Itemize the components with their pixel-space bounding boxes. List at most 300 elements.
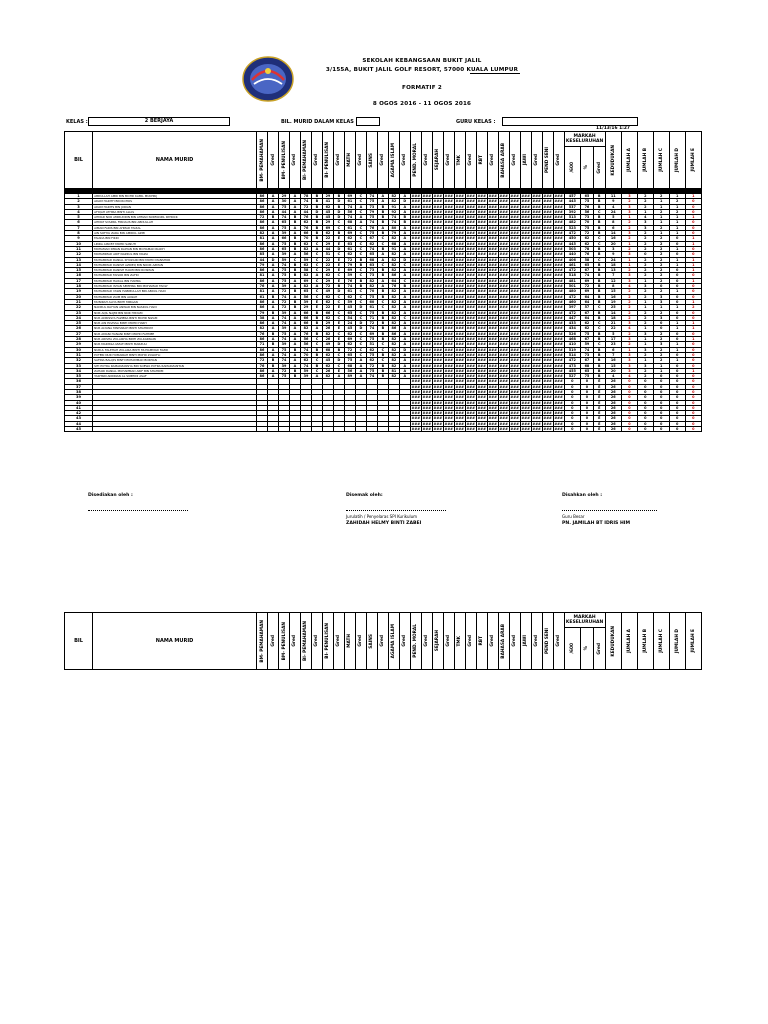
repeat-table-head <box>65 613 702 670</box>
grade-cell: ### <box>532 421 541 426</box>
percent-cell: 0 <box>581 395 594 400</box>
mark-cell: ### <box>477 220 486 225</box>
mark-cell: ### <box>521 289 530 294</box>
overall-grade-cell: B <box>593 204 605 209</box>
grade-cell: ### <box>444 225 454 230</box>
grade-cell: ### <box>488 326 497 331</box>
mark-cell: ### <box>477 342 486 347</box>
position-cell: 15 <box>605 289 621 294</box>
mark-cell: ### <box>411 268 421 273</box>
grade-cell: ### <box>488 236 497 241</box>
mark-cell: ### <box>411 421 421 426</box>
jumlah-cell: 2 <box>637 352 653 357</box>
jumlah-cell: 0 <box>621 421 637 426</box>
total-cell: 0 <box>564 405 580 410</box>
percent-cell: 64 <box>581 315 594 320</box>
position-cell: 16 <box>605 236 621 241</box>
mark-cell: ### <box>521 310 530 315</box>
percent-cell: 64 <box>581 294 594 299</box>
mark-cell: ### <box>477 225 486 230</box>
grade-cell: A <box>399 204 410 209</box>
mark-cell: 86 <box>257 199 268 204</box>
grade-cell: C <box>377 241 388 246</box>
mark-cell: ### <box>433 246 443 251</box>
mark-cell: 68 <box>366 257 377 262</box>
grade-cell: ### <box>532 294 541 299</box>
percent-header <box>581 628 594 670</box>
mark-cell: ### <box>499 405 508 410</box>
gred-header-label: Gred <box>380 154 386 166</box>
overall-grade-cell: E <box>593 427 605 432</box>
mark-cell: 63 <box>344 241 355 246</box>
grade-cell: C <box>311 268 322 273</box>
grade-cell: ### <box>488 400 497 405</box>
mark-cell: 68 <box>344 363 355 368</box>
grade-cell: A <box>268 231 279 236</box>
grade-cell: A <box>290 310 301 315</box>
jumlah-header-label: JUMLAH E <box>690 629 696 653</box>
mark-cell: ### <box>499 257 508 262</box>
mark-cell: ### <box>521 411 530 416</box>
mark-cell: 54 <box>344 315 355 320</box>
row-number: 22 <box>65 305 93 310</box>
mark-cell: 68 <box>322 347 333 352</box>
mark-cell: ### <box>521 352 530 357</box>
bil-murid-value <box>356 117 380 126</box>
mark-cell: 76 <box>257 284 268 289</box>
position-cell: 9 <box>605 252 621 257</box>
grade-cell: A <box>290 363 301 368</box>
jumlah-cell: 2 <box>637 310 653 315</box>
grade-cell: ### <box>554 315 563 320</box>
subject-header <box>520 613 531 670</box>
mark-cell: 81 <box>388 368 399 373</box>
grade-cell: ### <box>532 427 541 432</box>
mark-cell: 82 <box>322 374 333 379</box>
grade-cell: ### <box>510 363 519 368</box>
grade-cell: B <box>333 204 344 209</box>
mark-cell: 72 <box>257 358 268 363</box>
grade-cell: ### <box>422 331 432 336</box>
mark-cell: 86 <box>257 204 268 209</box>
grade-cell: ### <box>488 220 497 225</box>
mark-cell: 26 <box>322 337 333 342</box>
row-number: 15 <box>65 268 93 273</box>
grade-cell: ### <box>510 199 519 204</box>
jumlah-header <box>685 613 701 670</box>
mark-cell: ### <box>433 236 443 241</box>
position-cell: 19 <box>605 299 621 304</box>
mark-cell: ### <box>477 257 486 262</box>
position-cell: 26 <box>605 400 621 405</box>
mark-cell: 26 <box>322 368 333 373</box>
grade-cell: ### <box>554 384 563 389</box>
mark-cell: ### <box>433 337 443 342</box>
jumlah-cell: 0 <box>685 294 701 299</box>
mark-cell: ### <box>411 284 421 289</box>
grade-cell: C <box>311 252 322 257</box>
position-cell: 26 <box>605 421 621 426</box>
mark-cell: ### <box>499 395 508 400</box>
position-cell: 13 <box>605 268 621 273</box>
position-cell: 7 <box>605 352 621 357</box>
grade-cell: A <box>399 310 410 315</box>
jumlah-cell: 1 <box>653 368 669 373</box>
mark-cell: ### <box>521 194 530 198</box>
subject-header-label: BAHASA ARAB <box>501 142 507 178</box>
mark-cell: 76 <box>388 284 399 289</box>
mark-cell: ### <box>499 384 508 389</box>
mark-cell: ### <box>455 337 465 342</box>
grade-cell: B <box>399 284 410 289</box>
grade-cell: ### <box>444 352 454 357</box>
grade-cell: A <box>399 246 410 251</box>
mark-cell: ### <box>499 427 508 432</box>
mark-cell: 70 <box>300 352 311 357</box>
grade-cell: ### <box>532 278 541 283</box>
grade-cell: ### <box>422 305 432 310</box>
jumlah-cell: 2 <box>621 342 637 347</box>
grade-cell: A <box>268 305 279 310</box>
grade-cell: B <box>311 215 322 220</box>
grade-cell: ### <box>510 389 519 394</box>
percent-cell: 0 <box>581 416 594 421</box>
jumlah-cell: 4 <box>637 215 653 220</box>
mark-cell: ### <box>499 209 508 214</box>
grade-cell: ### <box>422 395 432 400</box>
jumlah-cell: 3 <box>621 204 637 209</box>
overall-grade-cell: B <box>593 294 605 299</box>
mark-cell: 75 <box>279 268 290 273</box>
grade-cell: A <box>399 352 410 357</box>
mark-cell: 59 <box>344 299 355 304</box>
mark-cell: ### <box>433 363 443 368</box>
total-cell: 450 <box>564 236 580 241</box>
mark-cell: ### <box>433 231 443 236</box>
mark-cell: ### <box>477 299 486 304</box>
grade-cell: ### <box>554 337 563 342</box>
mark-cell: ### <box>543 395 552 400</box>
grade-cell: A <box>311 246 322 251</box>
grade-cell: B <box>377 337 388 342</box>
grade-cell: A <box>377 225 388 230</box>
mark-cell: ### <box>499 252 508 257</box>
grade-cell: C <box>355 236 366 241</box>
mark-cell: 75 <box>279 225 290 230</box>
mark-cell: 82 <box>257 231 268 236</box>
jumlah-cell: 0 <box>669 252 685 257</box>
grade-cell: D <box>333 246 344 251</box>
mark-cell: ### <box>521 331 530 336</box>
gred-header-label: Gred <box>424 635 430 647</box>
grade-cell: ### <box>532 342 541 347</box>
mark-cell <box>257 427 268 432</box>
mark-cell: 45 <box>322 209 333 214</box>
grade-cell: C <box>333 315 344 320</box>
mark-cell: 82 <box>366 278 377 283</box>
mark-cell <box>388 427 399 432</box>
mark-cell: ### <box>455 294 465 299</box>
grade-cell: B <box>377 220 388 225</box>
grade-cell: B <box>311 315 322 320</box>
grade-cell: B <box>268 310 279 315</box>
gred-header <box>465 613 476 670</box>
subject-header <box>542 132 553 189</box>
mark-cell: 22 <box>322 305 333 310</box>
percent-cell: 65 <box>581 194 594 199</box>
grade-cell: ### <box>488 337 497 342</box>
mark-cell: ### <box>455 326 465 331</box>
gred-header-label: Gred <box>534 154 540 166</box>
nama-header: NAMA MURID <box>93 613 257 670</box>
gred-header-label: Gred <box>468 154 474 166</box>
kedudukan-header-label: KEDUDUKAN <box>610 144 616 176</box>
jumlah-cell: 2 <box>637 268 653 273</box>
mark-cell: ### <box>521 337 530 342</box>
grade-cell: ### <box>488 358 497 363</box>
grade-cell: A <box>290 315 301 320</box>
jumlah-cell: 0 <box>653 326 669 331</box>
jumlah-cell: 0 <box>685 358 701 363</box>
grade-cell: A <box>290 278 301 283</box>
mark-cell: 74 <box>366 246 377 251</box>
mark-cell: ### <box>411 215 421 220</box>
mark-cell: ### <box>433 257 443 262</box>
row-number: 42 <box>65 411 93 416</box>
subject-header-label: BM- PEMAHAMAN <box>259 619 265 663</box>
mark-cell: ### <box>499 199 508 204</box>
grade-cell: ### <box>554 289 563 294</box>
gred-header <box>268 132 279 189</box>
overall-grade-cell: E <box>593 379 605 384</box>
gred-header <box>487 132 498 189</box>
mark-cell: ### <box>477 194 486 198</box>
grade-cell: D <box>355 326 366 331</box>
gred-header-label: Gred <box>424 154 430 166</box>
mark-cell: 86 <box>257 337 268 342</box>
grade-cell: ### <box>444 246 454 251</box>
mark-cell: 82 <box>388 337 399 342</box>
gred-header <box>443 132 454 189</box>
grade-cell: B <box>290 374 301 379</box>
mark-cell: ### <box>499 400 508 405</box>
jumlah-cell: 2 <box>653 337 669 342</box>
mark-cell: ### <box>543 246 552 251</box>
jumlah-cell: 1 <box>637 278 653 283</box>
row-number: 45 <box>65 427 93 432</box>
grade-cell: A <box>268 326 279 331</box>
grade-cell: A <box>268 374 279 379</box>
grade-cell: ### <box>554 305 563 310</box>
student-name: ZAHARI DANIAL MUHAMMAD ARIF BIN SHAHRIM <box>93 368 257 373</box>
jumlah-cell: 0 <box>685 252 701 257</box>
grade-cell: B <box>377 294 388 299</box>
mark-cell: 45 <box>344 305 355 310</box>
gred-header <box>333 613 344 670</box>
grade-cell: ### <box>488 246 497 251</box>
percent-cell: 0 <box>581 421 594 426</box>
grade-cell: B <box>377 321 388 326</box>
mark-cell: ### <box>499 268 508 273</box>
mark-cell: 49 <box>322 342 333 347</box>
subject-header-label: SAINS <box>369 152 375 168</box>
student-name: NUR ADRISSYA FAZIERA BINTI MOHD NIZAM <box>93 315 257 320</box>
grade-cell: ### <box>444 257 454 262</box>
grade-cell: ### <box>488 374 497 379</box>
mark-cell: ### <box>543 379 552 384</box>
grade-cell: ### <box>488 321 497 326</box>
jumlah-cell: 3 <box>621 231 637 236</box>
total-cell: 445 <box>564 199 580 204</box>
jumlah-cell: 1 <box>653 199 669 204</box>
mark-cell: ### <box>499 220 508 225</box>
jumlah-cell: 1 <box>669 231 685 236</box>
mark-cell: ### <box>543 352 552 357</box>
grade-cell: B <box>311 331 322 336</box>
mark-cell: ### <box>455 405 465 410</box>
grade-cell: B <box>377 315 388 320</box>
jumlah-header-label: JUMLAH C <box>658 629 664 653</box>
jumlah-cell: 3 <box>637 284 653 289</box>
jumlah-cell: 2 <box>653 331 669 336</box>
jumlah-cell: 0 <box>685 405 701 410</box>
grade-cell: B <box>268 294 279 299</box>
student-name: MUHAMMAD DANIAL KHUZAIRI BIN MOHD MANSHOR <box>93 257 257 262</box>
mark-cell: ### <box>433 310 443 315</box>
grade-cell: E <box>333 241 344 246</box>
mark-cell: 59 <box>344 273 355 278</box>
mark-cell: 76 <box>300 225 311 230</box>
mark-cell: 29 <box>322 194 333 199</box>
mark-cell: 44 <box>300 209 311 214</box>
mark-cell: 73 <box>366 273 377 278</box>
student-name: NOR AQIL NAJMI BIN NOR HISYAM <box>93 310 257 315</box>
grade-cell: A <box>399 363 410 368</box>
mark-cell: ### <box>521 405 530 410</box>
mark-cell: 64 <box>388 278 399 283</box>
subject-header-label: JAWI <box>523 635 529 647</box>
mark-cell: ### <box>543 294 552 299</box>
grade-cell: ### <box>488 384 497 389</box>
mark-cell: ### <box>411 262 421 267</box>
mark-cell: 45 <box>322 215 333 220</box>
mark-cell: ### <box>477 347 486 352</box>
grade-cell: ### <box>444 363 454 368</box>
jumlah-cell: 0 <box>685 220 701 225</box>
grade-cell: B <box>311 231 322 236</box>
grade-cell: C <box>355 268 366 273</box>
mark-cell: ### <box>521 231 530 236</box>
total-cell: 503 <box>564 246 580 251</box>
mark-cell: 75 <box>279 204 290 209</box>
jumlah-cell: 0 <box>685 411 701 416</box>
mark-cell: ### <box>455 368 465 373</box>
grade-cell: C <box>355 337 366 342</box>
row-number: 6 <box>65 220 93 225</box>
jumlah-cell: 3 <box>621 352 637 357</box>
mark-cell: ### <box>477 246 486 251</box>
mark-cell: ### <box>411 225 421 230</box>
grade-cell: ### <box>510 421 519 426</box>
row-number: 29 <box>65 342 93 347</box>
disemak-label: Disemak oleh: <box>346 493 383 498</box>
mark-cell: 45 <box>322 358 333 363</box>
mark-cell: ### <box>477 321 486 326</box>
grade-cell: ### <box>488 331 497 336</box>
grade-cell: ### <box>466 358 475 363</box>
mark-cell: 75 <box>366 215 377 220</box>
overall-grade-cell: B <box>593 284 605 289</box>
jumlah-cell: 2 <box>637 236 653 241</box>
mark-cell: ### <box>411 315 421 320</box>
mark-cell: ### <box>543 427 552 432</box>
mark-cell: 65 <box>279 246 290 251</box>
grade-cell: ### <box>532 199 541 204</box>
grade-cell: C <box>355 241 366 246</box>
mark-cell: ### <box>521 358 530 363</box>
subject-header <box>322 132 333 189</box>
subject-header-label: PEND SENI <box>545 147 551 173</box>
grade-cell: ### <box>488 363 497 368</box>
mark-cell: ### <box>543 315 552 320</box>
grade-cell: ### <box>532 331 541 336</box>
overall-grade-cell: B <box>593 310 605 315</box>
gred-header-label: Gred <box>596 161 602 174</box>
jumlah-cell: 4 <box>621 326 637 331</box>
mark-cell: ### <box>477 215 486 220</box>
total-cell: 472 <box>564 294 580 299</box>
grade-cell: ### <box>532 246 541 251</box>
jumlah-cell: 3 <box>621 194 637 199</box>
total-header <box>564 147 580 189</box>
percent-header <box>581 147 594 189</box>
mark-cell: ### <box>455 363 465 368</box>
grade-cell: ### <box>554 257 563 262</box>
subject-header-label: SAINS <box>369 633 375 649</box>
gred-header <box>593 628 605 670</box>
grade-cell: A <box>399 337 410 342</box>
mark-cell <box>279 427 290 432</box>
jumlah-cell: 0 <box>637 411 653 416</box>
grade-cell <box>377 427 388 432</box>
jumlah-cell: 1 <box>621 215 637 220</box>
mark-cell: ### <box>455 273 465 278</box>
mark-cell: 69 <box>344 194 355 199</box>
mark-cell: ### <box>455 246 465 251</box>
grade-cell: E <box>333 257 344 262</box>
mark-cell: 56 <box>344 209 355 214</box>
grade-cell: ### <box>488 347 497 352</box>
mark-cell: 82 <box>388 305 399 310</box>
disediakan-label: Disediakan oleh : <box>88 493 133 498</box>
jumlah-cell: 0 <box>637 379 653 384</box>
grade-cell: C <box>355 246 366 251</box>
grade-cell: ### <box>532 236 541 241</box>
overall-grade-cell: E <box>593 384 605 389</box>
jumlah-cell: 0 <box>653 411 669 416</box>
grade-cell: A <box>268 246 279 251</box>
total-cell: 460 <box>564 299 580 304</box>
student-name: NUR AMANI HANANI BINTI MOHD FAHMEE <box>93 331 257 336</box>
mark-cell: ### <box>455 395 465 400</box>
mark-cell: ### <box>433 347 443 352</box>
mark-cell: ### <box>433 315 443 320</box>
position-cell: 16 <box>605 294 621 299</box>
mark-cell: 86 <box>257 220 268 225</box>
total-cell: 457 <box>564 194 580 199</box>
grade-cell: ### <box>554 209 563 214</box>
mark-cell: ### <box>477 384 486 389</box>
